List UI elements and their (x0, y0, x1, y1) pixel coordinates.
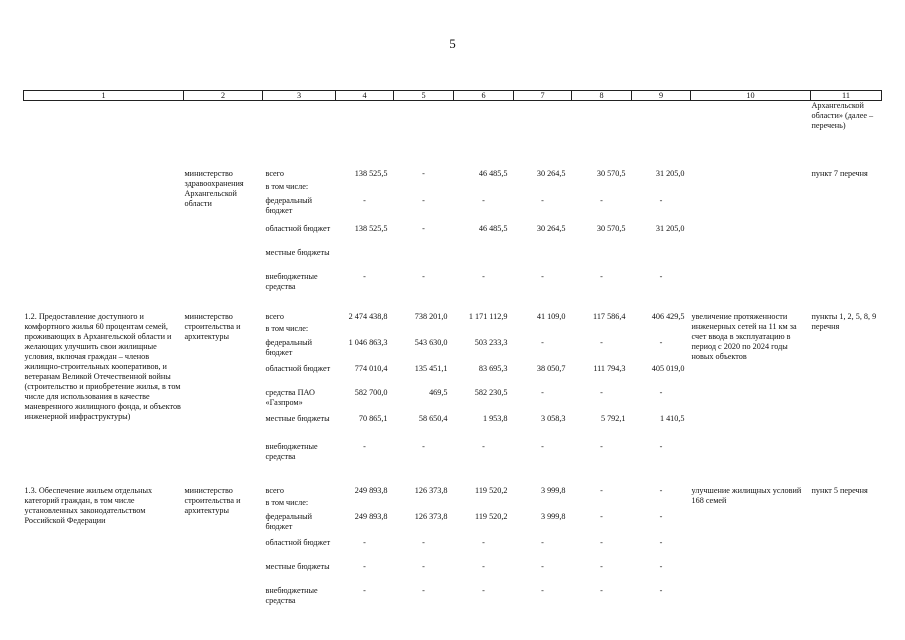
amount-cell: - (482, 562, 485, 571)
amount-cell: 135 451,1 (414, 364, 448, 373)
funding-source: всего (265, 312, 284, 321)
measure-title (24, 169, 184, 300)
amount-cell (632, 182, 691, 196)
amount-cell (514, 498, 572, 512)
amount-cell: 249 893,8 (354, 486, 388, 495)
amount-cell: - (363, 196, 366, 205)
header-cell: 3 (263, 91, 336, 101)
amount-cell: - (482, 272, 485, 281)
amount-cell: - (600, 538, 603, 547)
responsible-org: министерство здравоохранения Архангельской области (184, 169, 244, 208)
amount-cell: - (659, 196, 663, 205)
amount-cell (336, 498, 394, 512)
amount-cell (514, 182, 572, 196)
amount-cell: - (541, 586, 544, 595)
funding-source: в том числе: (265, 324, 309, 333)
funding-source: внебюджетные средства (265, 272, 318, 291)
funding-source: средства ПАО «Газпром» (265, 388, 315, 407)
amount-cell: - (541, 442, 544, 451)
amount-cell (394, 324, 454, 338)
funding-source: федеральный бюджет (265, 196, 313, 215)
amount-cell (632, 498, 691, 512)
amount-cell: - (659, 388, 663, 397)
funding-source: местные бюджеты (265, 414, 330, 423)
amount-cell: - (422, 442, 425, 451)
amount-cell: 83 695,3 (478, 364, 508, 373)
header-cell: 4 (336, 91, 394, 101)
amount-cell: - (541, 538, 544, 547)
amount-cell: - (659, 538, 663, 547)
list-reference: пункты 1, 2, 5, 8, 9 перечня (811, 312, 877, 331)
measure-title: 1.3. Обеспечение жильем отдельных категорий граждан, в том числе установленных законодательством Российской Федерации (24, 486, 153, 525)
amount-cell: 3 999,8 (540, 512, 566, 521)
amount-cell: 38 050,7 (536, 364, 566, 373)
amount-cell: 30 264,5 (536, 169, 566, 178)
page-number: 5 (449, 36, 456, 51)
amount-cell: - (422, 169, 425, 178)
amount-cell: 2 474 438,8 (348, 312, 388, 321)
amount-cell: 249 893,8 (354, 512, 388, 521)
amount-cell: 405 019,0 (651, 364, 685, 373)
amount-cell: - (541, 388, 544, 397)
expected-result: улучшение жилищных условий 168 семей (691, 486, 802, 505)
amount-cell: 1 171 112,9 (468, 312, 508, 321)
amount-cell (394, 498, 454, 512)
amount-cell: 774 010,4 (354, 364, 388, 373)
amount-cell (336, 182, 394, 196)
amount-cell: 46 485,5 (478, 224, 508, 233)
header-cell: 5 (394, 91, 454, 101)
program-table (23, 90, 882, 608)
amount-cell: - (541, 272, 544, 281)
amount-cell: 1 046 863,3 (348, 338, 388, 347)
table-row (24, 486, 882, 498)
amount-cell: - (600, 388, 603, 397)
amount-cell: 31 205,0 (655, 169, 685, 178)
funding-source: местные бюджеты (265, 248, 330, 257)
amount-cell: 30 570,5 (596, 224, 626, 233)
amount-cell: 30 570,5 (596, 169, 626, 178)
funding-source: федеральный бюджет (265, 512, 313, 531)
amount-cell: - (482, 586, 485, 595)
funding-source: местные бюджеты (265, 562, 330, 571)
amount-cell: - (600, 442, 603, 451)
amount-cell: 117 586,4 (593, 312, 626, 321)
table-row (24, 312, 882, 324)
amount-cell: 503 233,3 (474, 338, 508, 347)
expected-result: увеличение протяженности инженерных сетей на 11 км за счет ввода в эксплуатацию в период с 2020 по 2024 годы новых объектов (691, 312, 797, 361)
amount-cell: 126 373,8 (414, 512, 448, 521)
list-reference: пункт 5 перечня (811, 486, 868, 495)
amount-cell: 3 058,3 (540, 414, 566, 423)
amount-cell (572, 182, 632, 196)
amount-cell: 3 999,8 (540, 486, 566, 495)
table-row (24, 169, 882, 182)
amount-cell (514, 248, 572, 272)
amount-cell: - (659, 586, 663, 595)
amount-cell (394, 182, 454, 196)
amount-cell: 70 865,1 (358, 414, 388, 423)
amount-cell: - (422, 224, 425, 233)
measure-title: 1.2. Предоставление доступного и комфортного жилья 60 процентам семей, проживающих в Архангельской области и желающих улучшить свои жилищные условия, включая граждан – членов жилищно-строительных кооперативов, и ветеранам Великой Отечественной войны (строительство и приобретение жилья, в том числе для использования в качестве маневренного жилищного фонда, и объектов инженерной инфраструктуры) (24, 312, 181, 421)
amount-cell: 469,5 (429, 388, 448, 397)
amount-cell: - (600, 486, 603, 495)
amount-cell: - (363, 272, 366, 281)
funding-source: всего (265, 169, 284, 178)
spacer-row (24, 472, 882, 486)
funding-source: областной бюджет (265, 538, 331, 547)
amount-cell: - (422, 562, 425, 571)
header-cell: 7 (514, 91, 572, 101)
amount-cell (572, 498, 632, 512)
amount-cell: - (600, 586, 603, 595)
amount-cell: - (363, 538, 366, 547)
spacer-row (24, 300, 882, 312)
amount-cell (336, 248, 394, 272)
amount-cell: - (422, 586, 425, 595)
amount-cell: 31 205,0 (655, 224, 685, 233)
amount-cell (454, 498, 514, 512)
amount-cell: - (422, 538, 425, 547)
amount-cell: - (659, 486, 663, 495)
header-cell: 9 (632, 91, 691, 101)
amount-cell: - (363, 586, 366, 595)
funding-source: областной бюджет (265, 224, 331, 233)
amount-cell: 1 953,8 (482, 414, 508, 423)
amount-cell: - (363, 442, 366, 451)
amount-cell: 138 525,5 (354, 224, 388, 233)
amount-cell: 738 201,0 (414, 312, 448, 321)
amount-cell: 582 230,5 (474, 388, 508, 397)
header-cell: 11 (811, 91, 882, 101)
continuation-text: Архангельской области» (далее – перечень) (811, 101, 874, 130)
amount-cell: 46 485,5 (478, 169, 508, 178)
amount-cell: 119 520,2 (475, 486, 508, 495)
amount-cell: - (600, 562, 603, 571)
amount-cell (454, 182, 514, 196)
funding-source: областной бюджет (265, 364, 331, 373)
expected-result (691, 169, 811, 300)
amount-cell: - (422, 272, 425, 281)
amount-cell: - (600, 338, 603, 347)
list-reference: пункт 7 перечня (811, 169, 868, 178)
amount-cell: 582 700,0 (354, 388, 388, 397)
amount-cell: - (659, 442, 663, 451)
header-cell: 2 (184, 91, 263, 101)
amount-cell (572, 324, 632, 338)
amount-cell (394, 248, 454, 272)
header-cell: 6 (454, 91, 514, 101)
amount-cell: 543 630,0 (414, 338, 448, 347)
funding-source: федеральный бюджет (265, 338, 313, 357)
funding-source: в том числе: (265, 498, 309, 507)
header-cell: 1 (24, 91, 184, 101)
amount-cell: - (422, 196, 425, 205)
amount-cell: - (482, 442, 485, 451)
amount-cell: - (659, 338, 663, 347)
amount-cell (514, 324, 572, 338)
responsible-org: министерство строительства и архитектуры (184, 312, 241, 341)
amount-cell: 126 373,8 (414, 486, 448, 495)
continuation-row (24, 101, 882, 170)
header-cell: 10 (691, 91, 811, 101)
amount-cell: - (600, 196, 603, 205)
amount-cell: - (541, 196, 544, 205)
amount-cell: - (600, 272, 603, 281)
amount-cell: 41 109,0 (536, 312, 566, 321)
amount-cell: 1 410,5 (659, 414, 685, 423)
amount-cell: 138 525,5 (354, 169, 388, 178)
funding-source: внебюджетные средства (265, 442, 318, 461)
funding-source: всего (265, 486, 284, 495)
funding-source: внебюджетные средства (265, 586, 318, 605)
amount-cell: - (482, 538, 485, 547)
amount-cell: - (659, 562, 663, 571)
amount-cell (454, 248, 514, 272)
amount-cell: 406 429,5 (651, 312, 685, 321)
amount-cell: 30 264,5 (536, 224, 566, 233)
amount-cell: 111 794,3 (593, 364, 626, 373)
amount-cell: - (541, 562, 544, 571)
amount-cell: - (659, 272, 663, 281)
amount-cell (572, 248, 632, 272)
responsible-org: министерство строительства и архитектуры (184, 486, 241, 515)
funding-source: в том числе: (265, 182, 309, 191)
amount-cell: 119 520,2 (475, 512, 508, 521)
amount-cell: 5 792,1 (600, 414, 626, 423)
amount-cell: - (600, 512, 603, 521)
amount-cell: 58 650,4 (418, 414, 448, 423)
amount-cell: - (482, 196, 485, 205)
amount-cell (632, 248, 691, 272)
amount-cell (336, 324, 394, 338)
header-cell: 8 (572, 91, 632, 101)
amount-cell (454, 324, 514, 338)
amount-cell (632, 324, 691, 338)
amount-cell: - (659, 512, 663, 521)
amount-cell: - (541, 338, 544, 347)
header-row (24, 91, 882, 101)
amount-cell: - (363, 562, 366, 571)
